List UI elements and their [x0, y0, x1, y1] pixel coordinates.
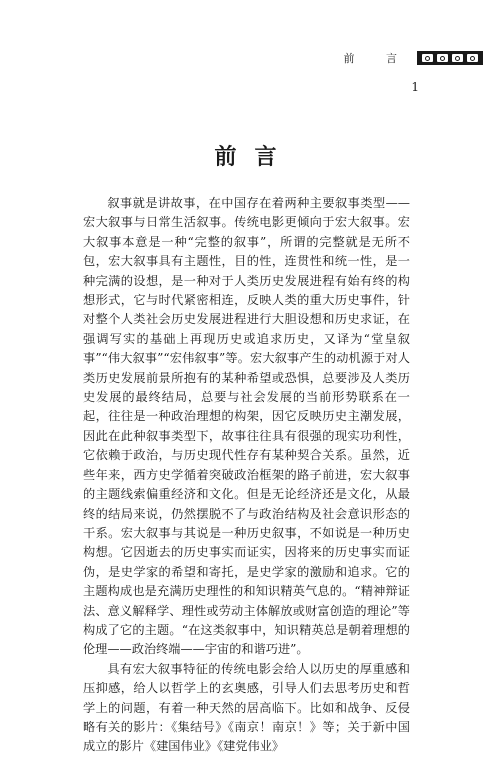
- film-frame: [437, 54, 448, 62]
- film-frame: [422, 54, 433, 62]
- film-strip-icon: [417, 51, 483, 65]
- paragraph: 具有宏大叙事特征的传统电影会给人以历史的厚重感和压抑感，给人以哲学上的玄奥感，引导人们去思考历史和哲学上的问题，有着一种天然的居高临下。比如和战争、反侵略有关的影片：《集结号》《南京！南京！》等；关于新中国成立的影片《建国伟业》《建党伟业》: [83, 661, 410, 754]
- page-number: 1: [411, 80, 419, 94]
- running-head: [344, 50, 484, 66]
- running-title: 前 言: [343, 52, 411, 65]
- film-frame: [452, 54, 463, 62]
- page-title: 前言: [214, 144, 295, 170]
- body-text: [83, 194, 410, 757]
- paragraph: 叙事就是讲故事，在中国存在着两种主要叙事类型——宏大叙事与日常生活叙事。传统电影更倾向于宏大叙事。宏大叙事本意是一种“完整的叙事”，所谓的完整就是无所不包，宏大叙事具有主题性，目的性，连贯性和统一性，是一种完满的设想，是一种对于人类历史发展进程有始有终的构想形式，它与时代紧密相连，反映人类的重大历史事件，针对整个人类社会历史发展进程进行大胆设想和历史求证，在强调写实的基础上再现历史或追求历史，又译为“堂皇叙事”“伟大叙事”“宏伟叙事”等。宏大叙事产生的动机源于对人类历史发展前景所抱有的某种希望或恐惧，总要涉及人类历史发展的最终结局，总要与社会发展的当前形势联系在一起，往往是一种政治理想的构架，因它反映历史主潮发展，因此在此种叙事类型下，故事往往具有很强的现实功利性，它依赖于政治，与历史现代性存有某种契合关系。虽然，近些年来，西方史学循着突破政治框架的路子前进，宏大叙事的主题线索偏重经济和文化。但是无论经济还是文化，从最终的结局来说，仍然摆脱不了与政治结构及社会意识形态的干系。宏大叙事与其说是一种历史叙事，不如说是一种历史构想。它因逝去的历史事实而证实，因将来的历史事实而证伪，是史学家的希望和寄托，是史学家的激励和追求。它的主题构成也是充满历史理性的和知识精英气息的。“精神辩证法、意义解释学、理性或劳动主体解放或财富创造的理论”等构成了它的主题。“在这类叙事中，知识精英总是朝着理想的伦理——政治终端——宇宙的和谐巧进”。: [83, 196, 410, 657]
- film-frame: [467, 54, 478, 62]
